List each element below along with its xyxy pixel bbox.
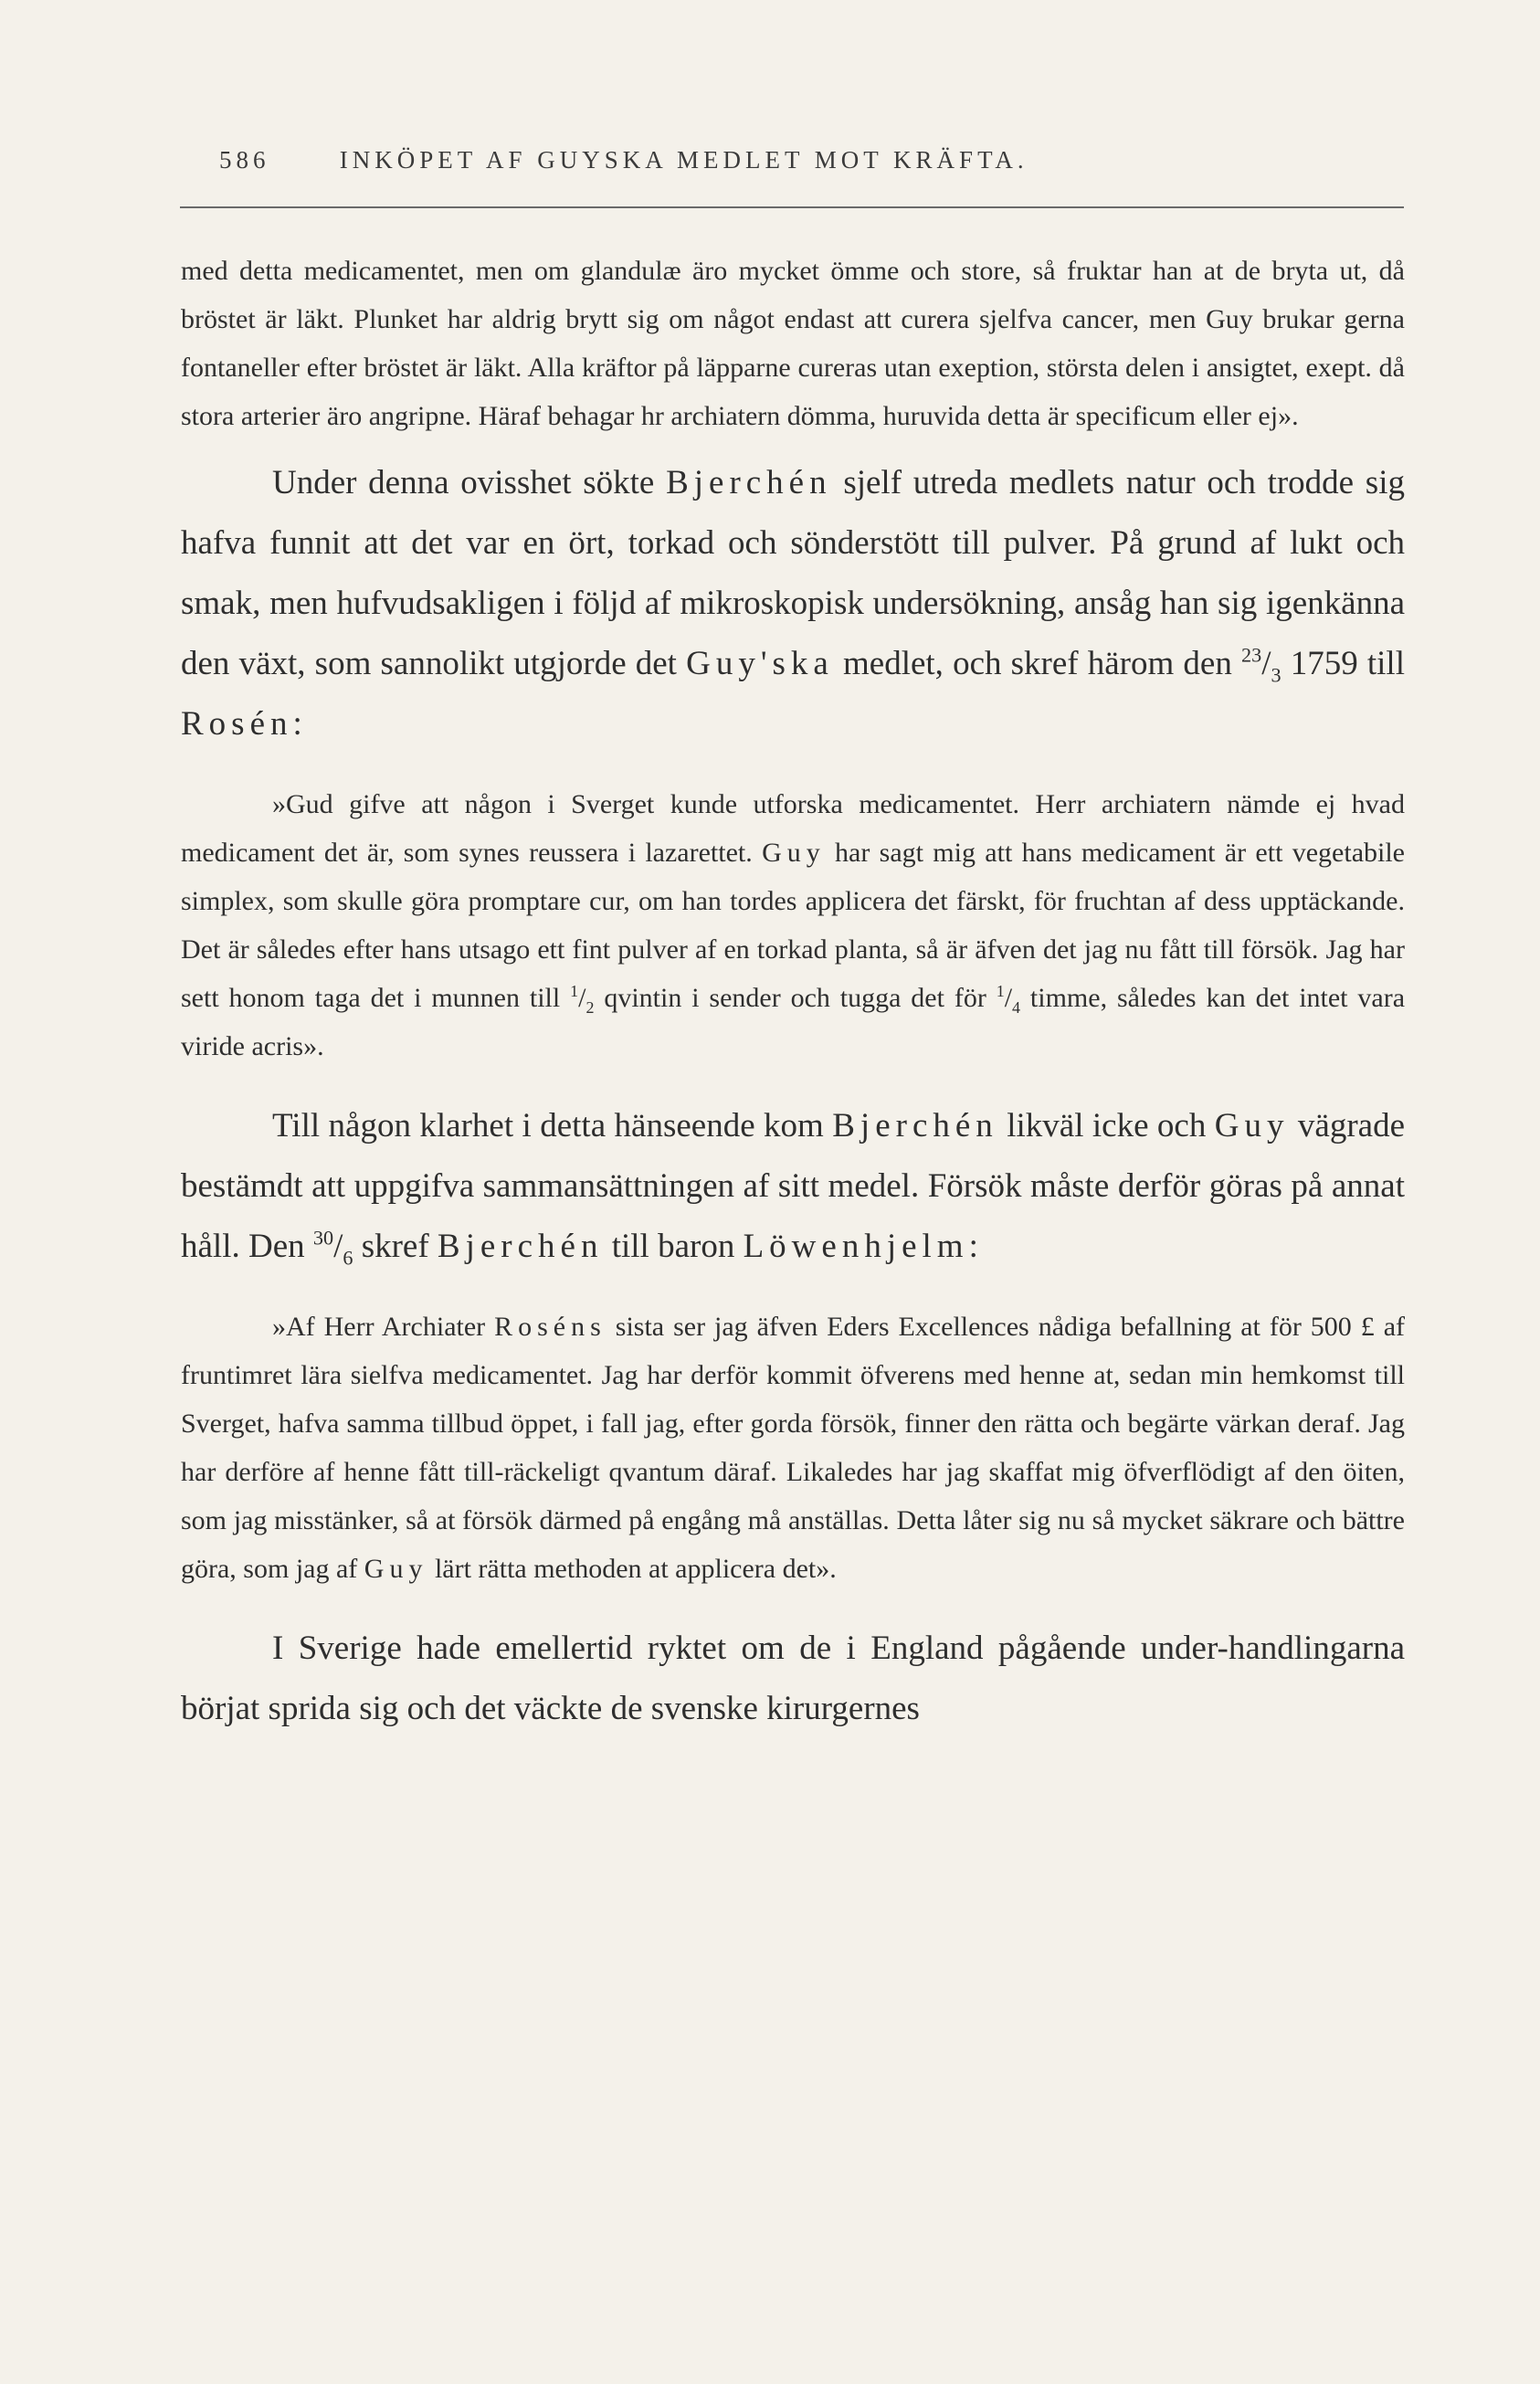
body-paragraph-3: I Sverige hade emellertid ryktet om de i England pågående under-handlingarna börjat sprida sig och det väckte de svenske kirurgernes	[181, 1630, 1405, 1727]
body-paragraph-1: Under denna ovisshet sökte Bjerchén sjelf utreda medlets natur och trodde sig hafva funnit att det var en ört, torkad och sönderstött till pulver. På grund af lukt och smak, men hufvudsakligen i följd af mikroskopisk undersökning, ansåg han sig igenkänna den växt, som sannolikt utgjorde det Guy'ska medlet, och skref härom den $^{23}/_3$ 1759 till Rosén:	[181, 464, 1405, 743]
quote-paragraph-2: »Gud gifve att någon i Sverget kunde utforska medicamentet. Herr archiatern nämde ej hvad medicament det är, som synes reussera i lazarettet. Guy har sagt mig att hans medicament är ett vegetabile simplex, som skulle göra promptare cur, om han tordes applicera det färskt, för fruchtan af dess upptäckande. Det är således efter hans utsago ett fint pulver af en torkad planta, så är äfven det jag nu fått till försök. Jag har sett honom taga det i munnen till $^1/_2$ qvintin i sender och tugga det för $^1/_4$ timme, således kan det intet vara viride acris».	[181, 789, 1406, 1061]
quote-paragraph-3: »Af Herr Archiater Roséns sista ser jag äfven Eders Excellences nådiga befallning at för 500 £ af fruntimret lära sielfva medicamentet. Jag har derför kommit öfverens med henne at, sedan min hemkomst till Sverget, hafva samma tillbud öppet, i fall jag, efter gorda försök, finner den rätta och begärte värkan deraf. Jag har derföre af henne fått till-räckeligt qvantum däraf. Likaledes har jag skaffat mig öfverflödigt af den öiten, som jag misstänker, så at försök därmed på engång må anställas. Detta låter sig nu så mycket säkrare och bättre göra, som jag af Guy lärt rätta methoden at applicera det».	[181, 1312, 1405, 1584]
person-name: Guy	[364, 1554, 428, 1584]
main-text	[181, 247, 1405, 1739]
running-header	[219, 146, 1407, 174]
quote-paragraph-1: med detta medicamentet, men om glandulæ äro mycket ömme och store, så fruktar han at de bryta ut, då bröstet är läkt. Plunket har aldrig brytt sig om något endast att curera sjelfva cancer, men Guy brukar gerna fontaneller efter bröstet är läkt. Alla kräftor på läpparne cureras utan exeption, största delen i ansigtet, exept. då stora arterier äro angripne. Häraf behagar hr archiatern dömma, huruvida detta är specificum eller ej».	[181, 256, 1405, 431]
person-name: Bjerchén	[437, 1228, 604, 1265]
person-name: Roséns	[494, 1312, 607, 1342]
person-name: Guy	[1214, 1107, 1290, 1145]
body-paragraph-2: Till någon klarhet i detta hänseende kom Bjerchén likväl icke och Guy vägrade bestämdt att uppgifva sammansättningen af sitt medel. Försök måste derför göras på annat håll. Den $^{30}/_6$ skref Bjerchén till baron Löwenhjelm:	[181, 1107, 1406, 1270]
person-name: Bjerchén	[832, 1107, 998, 1145]
person-name: Guy'ska	[686, 645, 834, 682]
person-name: Rosén	[181, 705, 293, 743]
running-title: INKÖPET AF GUYSKA MEDLET MOT KRÄFTA.	[339, 146, 1028, 174]
header-rule	[180, 206, 1404, 208]
person-name: Guy	[762, 838, 826, 868]
page-number: 586	[219, 146, 270, 174]
person-name: Löwenhjelm	[743, 1228, 969, 1265]
person-name: Bjerchén	[666, 464, 832, 501]
